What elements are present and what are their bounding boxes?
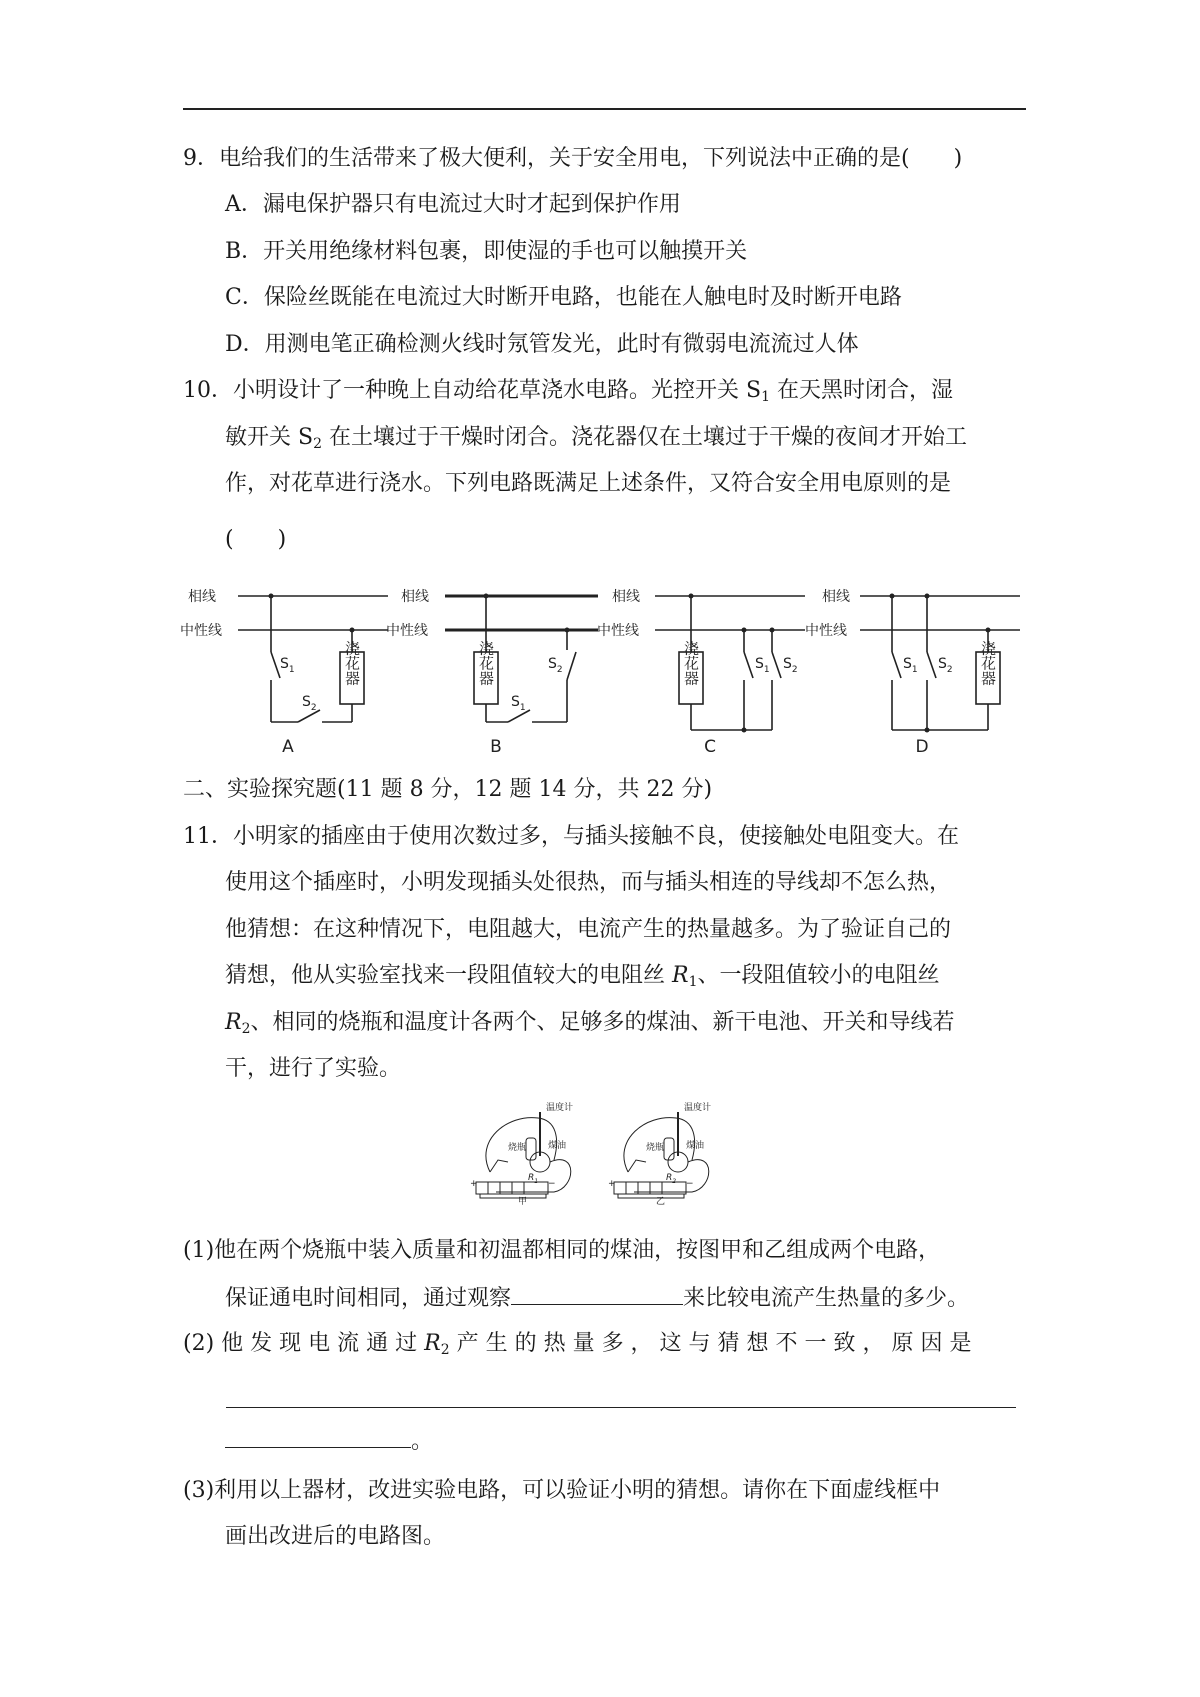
q11-part2-line: (2) 他 发 现 电 流 通 过 $R_2$ 产 生 的 热 量 多 ， 这 与 猜 想 不 一 致 ， 原 因 是	[183, 1331, 972, 1358]
left-minus-sign: −	[548, 1179, 556, 1189]
diagram-d-switch-2-label: $S_2$	[938, 656, 953, 675]
q9-option-a: A．漏电保护器只有电流过大时才起到保护作用	[225, 192, 681, 217]
q11-line-5: $R_2$、相同的烧瓶和温度计各两个、足够多的煤油、新干电池、开关和导线若	[225, 1010, 955, 1037]
q11-part3-line-1: (3)利用以上器材，改进实验电路，可以验证小明的猜想。请你在下面虚线框中	[183, 1478, 941, 1503]
q11-line-1: 11．小明家的插座由于使用次数过多，与插头接触不良，使接触处电阻变大。在	[183, 824, 959, 849]
q9-stem: 9．电给我们的生活带来了极大便利，关于安全用电，下列说法中正确的是( )	[183, 146, 963, 171]
q10-line-3: 作，对花草进行浇水。下列电路既满足上述条件，又符合安全用电原则的是	[225, 471, 952, 496]
q9-option-b: B．开关用绝缘材料包裹，即使湿的手也可以触摸开关	[225, 239, 748, 264]
q11-line-2: 使用这个插座时，小明发现插头处很热，而与插头相连的导线却不怎么热，	[225, 870, 952, 895]
header-rule	[183, 108, 1026, 110]
q11-line-4: 猜想，他从实验室找来一段阻值较大的电阻丝 $R_1$、一段阻值较小的电阻丝	[225, 963, 940, 990]
q11-apparatus-figure	[468, 1100, 748, 1205]
diagram-b-switch-1-label: $S_1$	[511, 694, 526, 713]
q10-line-4: ( )	[225, 527, 287, 552]
diagram-c-live-label: 相线	[612, 589, 640, 605]
diagram-c-neutral-label: 中性线	[597, 623, 639, 639]
left-flask-label: 烧瓶	[508, 1143, 527, 1153]
q11-part1-line-1: (1)他在两个烧瓶中装入质量和初温都相同的煤油，按图甲和乙组成两个电路，	[183, 1238, 941, 1263]
right-flask-label: 烧瓶	[646, 1143, 665, 1153]
right-minus-sign: −	[686, 1179, 694, 1189]
right-caption: 乙	[656, 1197, 666, 1205]
q11-part3-line-2: 画出改进后的电路图。	[225, 1524, 446, 1549]
diagram-b-caption: B	[490, 737, 502, 755]
right-resistor-label: $R_2$	[666, 1173, 677, 1185]
diagram-b-switch-2-label: $S_2$	[548, 656, 563, 675]
left-caption: 甲	[518, 1197, 528, 1205]
diagram-d-caption: D	[915, 737, 929, 755]
right-plus-sign: +	[608, 1179, 616, 1189]
diagram-b-neutral-label: 中性线	[386, 623, 428, 639]
part2-answer-blank-line-1[interactable]	[226, 1385, 1016, 1408]
part2-answer-blank-line-2[interactable]	[225, 1425, 411, 1448]
q10-circuit-figure	[180, 580, 1040, 755]
diagram-c-device-label: 浇花器	[682, 640, 700, 686]
part1-answer-blank[interactable]	[511, 1282, 683, 1305]
diagram-c-switch-2-label: $S_2$	[783, 656, 798, 675]
left-thermometer-label: 温度计	[546, 1103, 574, 1113]
diagram-d-live-label: 相线	[822, 589, 850, 605]
left-resistor-label: $R_1$	[528, 1173, 539, 1185]
right-kerosene-label: 煤油	[686, 1141, 705, 1151]
diagram-a-caption: A	[282, 737, 294, 755]
diagram-a-live-label: 相线	[188, 589, 216, 605]
q11-part2-end: 。	[225, 1425, 433, 1457]
right-thermometer-label: 温度计	[684, 1103, 712, 1113]
diagram-c-caption: C	[704, 737, 716, 755]
q9-option-c: C．保险丝既能在电流过大时断开电路，也能在人触电时及时断开电路	[225, 285, 902, 310]
section-2-heading: 二、实验探究题(11 题 8 分，12 题 14 分，共 22 分)	[183, 777, 713, 802]
left-kerosene-label: 煤油	[548, 1141, 567, 1151]
left-plus-sign: +	[470, 1179, 478, 1189]
q11-line-6: 干，进行了实验。	[225, 1056, 402, 1081]
q9-option-d: D．用测电笔正确检测火线时氖管发光，此时有微弱电流流过人体	[225, 332, 859, 357]
q10-line-2: 敏开关 $S_2$ 在土壤过于干燥时闭合。浇花器仅在土壤过于干燥的夜间才开始工	[225, 425, 967, 452]
diagram-b-device-label: 浇花器	[477, 640, 495, 686]
diagram-d-device-label: 浇花器	[979, 640, 997, 686]
q11-line-3: 他猜想：在这种情况下，电阻越大，电流产生的热量越多。为了验证自己的	[225, 917, 952, 942]
diagram-a-switch-1-label: $S_1$	[280, 656, 295, 675]
diagram-a-device-label: 浇花器	[343, 640, 361, 686]
diagram-c-switch-1-label: $S_1$	[755, 656, 770, 675]
q10-line-1: 10．小明设计了一种晚上自动给花草浇水电路。光控开关 $S_1$ 在天黑时闭合，湿	[183, 378, 953, 405]
diagram-a-neutral-label: 中性线	[180, 623, 222, 639]
diagram-b-live-label: 相线	[401, 589, 429, 605]
diagram-d-neutral-label: 中性线	[805, 623, 847, 639]
diagram-a-switch-2-label: $S_2$	[302, 694, 317, 713]
q11-part1-line-2: 保证通电时间相同，通过观察 来比较电流产生热量的多少。	[225, 1282, 969, 1314]
diagram-d-switch-1-label: $S_1$	[903, 656, 918, 675]
